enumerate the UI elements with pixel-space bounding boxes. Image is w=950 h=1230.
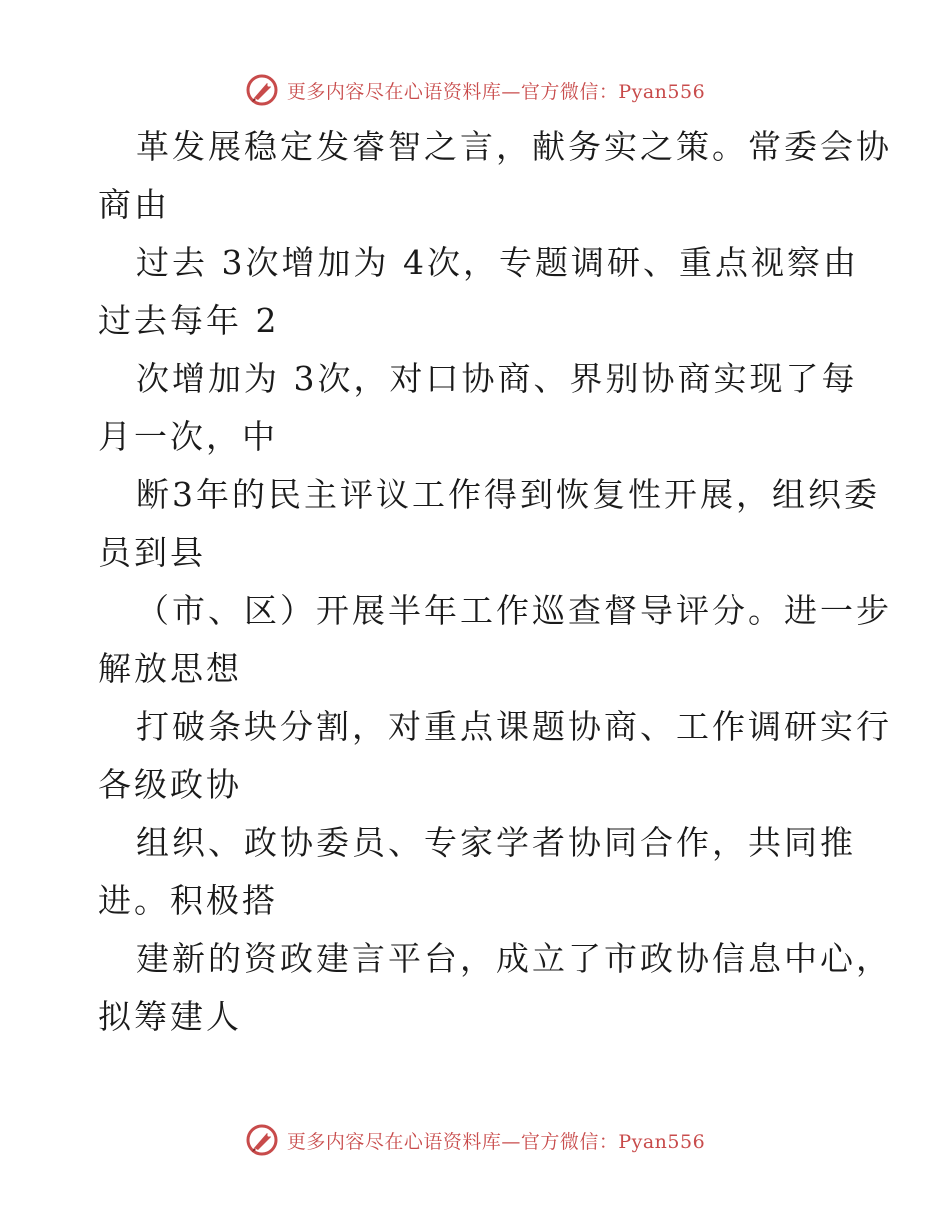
- text-line: 各级政协: [98, 765, 242, 804]
- text-line: 拟筹建人: [98, 997, 242, 1036]
- header-banner-text: 更多内容尽在心语资料库—官方微信：Pyan556: [286, 80, 706, 103]
- text-line: 员到县: [98, 533, 206, 572]
- pen-nib-logo-icon: [245, 73, 279, 107]
- text-line: 商由: [98, 185, 170, 224]
- text-line: 次增加为 3次，对口协商、界别协商实现了每: [136, 359, 858, 398]
- text-line: 组织、政协委员、专家学者协同合作，共同推: [136, 823, 856, 862]
- text-line: 过去 3次增加为 4次，专题调研、重点视察由: [136, 243, 859, 282]
- text-line: 断3年的民主评议工作得到恢复性开展，组织委: [136, 475, 880, 514]
- text-line: 月一次，中: [98, 417, 278, 456]
- text-line: （市、区）开展半年工作巡查督导评分。进一步: [136, 591, 892, 630]
- text-line: 革发展稳定发睿智之言，献务实之策。常委会协: [136, 127, 892, 166]
- header-banner: [0, 70, 950, 110]
- text-line: 进。积极搭: [98, 881, 278, 920]
- text-line: 解放思想: [98, 649, 242, 688]
- text-line: 过去每年 2: [98, 301, 280, 340]
- footer-banner-text: 更多内容尽在心语资料库—官方微信：Pyan556: [286, 1130, 706, 1153]
- text-line: 建新的资政建言平台，成立了市政协信息中心，: [136, 939, 892, 978]
- body-text: [98, 118, 892, 1046]
- text-line: 打破条块分割，对重点课题协商、工作调研实行: [136, 707, 892, 746]
- pen-nib-logo-icon: [245, 1123, 279, 1157]
- footer-banner: [0, 1120, 950, 1160]
